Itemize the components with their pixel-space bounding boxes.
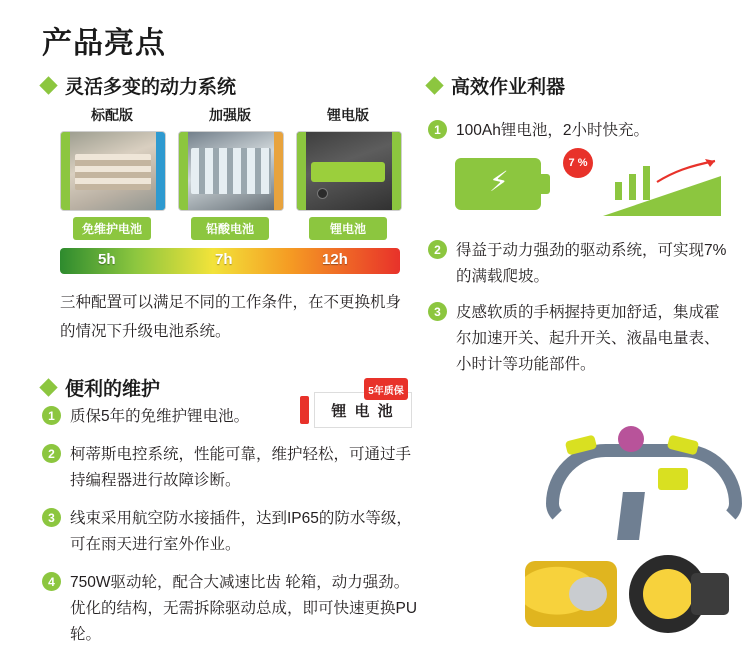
list-item bbox=[428, 238, 728, 290]
item-text: 柯蒂斯电控系统，性能可靠，维护轻松，可通过手持编程器进行故障诊断。 bbox=[70, 446, 412, 489]
list-item bbox=[42, 570, 422, 648]
item-number: 2 bbox=[42, 444, 61, 463]
power-system-paragraph: 三种配置可以满足不同的工作条件，在不更换机身的情况下升级电池系统。 bbox=[60, 294, 402, 340]
battery-terminal-icon bbox=[541, 174, 550, 194]
tiller-handle-photo bbox=[540, 420, 725, 540]
efficiency-item-3 bbox=[428, 300, 728, 378]
item-text: 得益于动力强劲的驱动系统，可实现7%的满载爬坡。 bbox=[456, 242, 727, 285]
config-card-caption: 锂电版 bbox=[327, 107, 369, 123]
diamond-bullet-icon bbox=[39, 378, 57, 396]
item-text: 质保5年的免维护锂电池。 bbox=[70, 408, 250, 425]
callout-bracket-icon bbox=[300, 396, 309, 424]
section-header-maintenance bbox=[42, 374, 160, 401]
item-text: 线束采用航空防水接插件，达到IP65的防水等级，可在雨天进行室外作业。 bbox=[70, 510, 412, 553]
runtime-label-12h: 12h bbox=[322, 251, 348, 268]
config-card-pill: 免维护电池 bbox=[73, 217, 151, 240]
config-card-pill: 锂电池 bbox=[309, 217, 387, 240]
warranty-badge: 5年质保 bbox=[364, 378, 408, 400]
section-title-maintenance: 便利的维护 bbox=[65, 379, 161, 400]
config-photo-enhanced bbox=[178, 131, 284, 211]
lithium-battery-callout bbox=[300, 385, 412, 428]
lightning-bolt-icon: ⚡ bbox=[489, 166, 509, 197]
efficiency-item-2 bbox=[428, 238, 728, 290]
config-card-caption: 加强版 bbox=[209, 107, 251, 123]
page-title: 产品亮点 bbox=[42, 27, 166, 60]
config-card-standard bbox=[60, 105, 164, 240]
section-title-efficiency: 高效作业利器 bbox=[451, 77, 566, 98]
item-text: 皮感软质的手柄握持更加舒适，集成霍尔加速开关、起升开关、液晶电量表、小时计等功能部件。 bbox=[456, 304, 720, 373]
item-number: 3 bbox=[428, 302, 447, 321]
section-header-efficiency bbox=[428, 72, 565, 99]
item-text: 100Ah锂电池，2小时快充。 bbox=[456, 122, 649, 139]
drive-wheel-photo bbox=[525, 555, 730, 635]
item-number: 2 bbox=[428, 240, 447, 259]
battery-config-cards bbox=[60, 105, 400, 240]
item-number: 1 bbox=[42, 406, 61, 425]
diamond-bullet-icon bbox=[39, 76, 57, 94]
config-photo-standard bbox=[60, 131, 166, 211]
section-title-power-system: 灵活多变的动力系统 bbox=[65, 77, 237, 98]
battery-ramp-graphic bbox=[455, 148, 725, 226]
config-photo-lithium bbox=[296, 131, 402, 211]
runtime-gradient-bar bbox=[60, 248, 400, 274]
diamond-bullet-icon bbox=[425, 76, 443, 94]
callout-label: 锂 电 池 bbox=[314, 392, 412, 428]
runtime-label-5h: 5h bbox=[98, 251, 116, 268]
list-item bbox=[428, 300, 728, 378]
config-card-caption: 标配版 bbox=[91, 107, 133, 123]
list-item bbox=[42, 506, 422, 558]
maintenance-item-list bbox=[42, 404, 422, 648]
item-number: 4 bbox=[42, 572, 61, 591]
config-card-pill: 铅酸电池 bbox=[191, 217, 269, 240]
item-number: 3 bbox=[42, 508, 61, 527]
item-text: 750W驱动轮，配合大减速比齿 轮箱，动力强劲。优化的结构，无需拆除驱动总成，即可快速更换PU轮。 bbox=[70, 574, 418, 643]
ramp-icon bbox=[603, 160, 723, 216]
efficiency-item-1 bbox=[428, 118, 728, 144]
list-item bbox=[428, 118, 728, 144]
runtime-label-7h: 7h bbox=[215, 251, 233, 268]
item-number: 1 bbox=[428, 120, 447, 139]
config-card-lithium bbox=[296, 105, 400, 240]
incline-arrow-icon bbox=[655, 158, 721, 184]
list-item bbox=[42, 442, 422, 494]
gradient-percent-badge: 7 % bbox=[563, 148, 593, 178]
section-header-power-system bbox=[42, 72, 236, 99]
config-card-enhanced bbox=[178, 105, 282, 240]
